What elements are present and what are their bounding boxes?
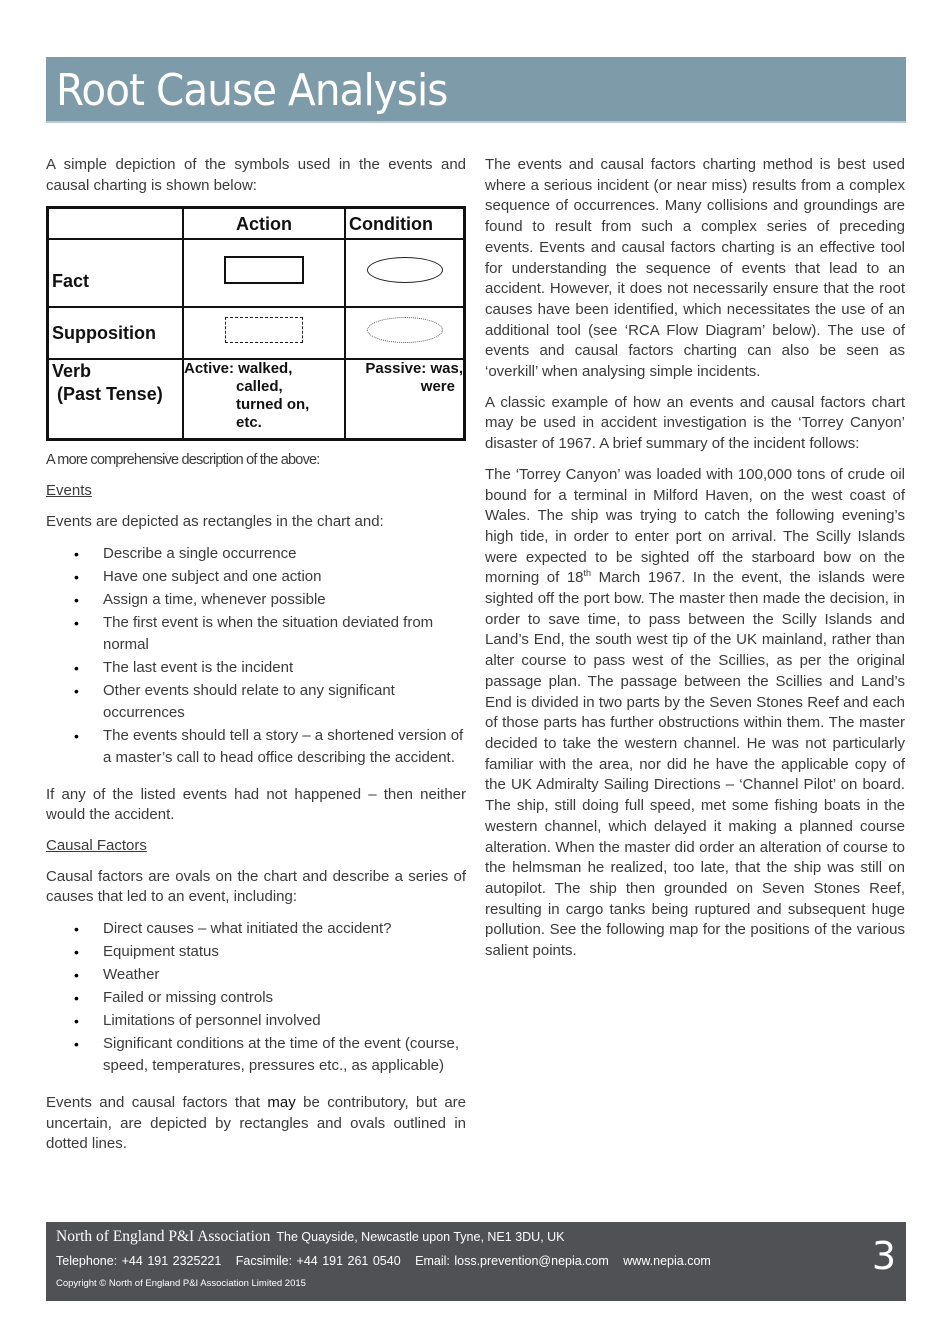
classic-example-paragraph: A classic example of how an events and causal factors chart may be used in accident investigation is the ‘Torrey Canyon’ disaster of 1967. A brief summary of the incident follows: <box>485 393 905 453</box>
contact-line <box>56 1254 721 1268</box>
solid-rectangle-icon <box>224 256 304 284</box>
more-description: A more comprehensive description of the above: <box>46 452 320 469</box>
header-condition: Condition <box>345 208 465 240</box>
page-number: 3 <box>871 1234 896 1278</box>
causal-list <box>46 918 466 1077</box>
list-item: • Describe a single occurrence <box>46 543 466 565</box>
passive-verbs: Passive: was, were <box>345 359 465 440</box>
events-heading: Events <box>46 482 92 500</box>
list-item: • Failed or missing controls <box>46 987 466 1009</box>
left-column <box>46 155 466 1165</box>
label-verb: Verb (Past Tense) <box>48 359 184 440</box>
intro-paragraph: A simple depiction of the symbols used in the events and causal charting is shown below: <box>46 156 466 194</box>
list-item: • Equipment status <box>46 941 466 963</box>
torrey-canyon-paragraph: The ‘Torrey Canyon’ was loaded with 100,000 tons of crude oil bound for a terminal in Milford Haven, on the west coast of Wales. The ship was trying to catch the following evening’s high tide, in order to enter port on arrival. The Scilly Islands were expected to be sighted off the starboard bow on the morning of 18th March 1967. In the event, the islands were sighted off the port bow. The master then made the decision, in order to save time, to pass between the Scilly Islands and Land’s End, the south west tip of the UK mainland, rather than alter course to pass west of the Scillies, as per the original passage plan. The passage between the Scillies and Land’s End is divided in two parts by the Seven Stones Reef and each of those parts has further obstructions within them. The master decided to take the western channel. He was not particularly familiar with the area, nor did he have the applicable copy of the UK Admiralty Sailing Directions – ‘Channel Pilot’ on board. The ship, still doing full speed, met some fishing boats in the western channel, which delayed it making a planned course alteration. When the master did order an alteration of course to the helmsman he realized, too late, that the ship was still on autopilot. The ship then grounded on Seven Stones Reef, resulting in cargo tanks being ruptured and subsequent huge pollution. See the following map for the positions of the various salient points. <box>485 465 905 960</box>
list-item: • The first event is when the situation deviated from normal <box>46 612 466 656</box>
website-link[interactable]: www.nepia.com <box>623 1254 711 1268</box>
list-item: • The last event is the incident <box>46 657 466 679</box>
dotted-oval-icon <box>367 317 443 343</box>
right-column <box>485 155 905 972</box>
label-fact: Fact <box>48 239 184 307</box>
emphasis-may: may <box>267 1094 296 1112</box>
events-list <box>46 543 466 769</box>
closing-paragraph: Events and causal factors that may be contributory, but are uncertain, are depicted by rectangles and ovals outlined in dotted lines. <box>46 1094 466 1153</box>
row-fact <box>48 239 465 307</box>
label-supposition: Supposition <box>48 307 184 359</box>
facsimile: Facsimile: +44 191 261 0540 <box>235 1254 401 1268</box>
list-item: • Other events should relate to any significant occurrences <box>46 680 466 724</box>
list-item: • Assign a time, whenever possible <box>46 589 466 611</box>
row-supposition <box>48 307 465 359</box>
page-title: Root Cause Analysis <box>56 65 448 116</box>
causal-heading: Causal Factors <box>46 836 147 854</box>
row-verb <box>48 359 465 440</box>
header-action: Action <box>183 208 345 240</box>
charting-method-paragraph: The events and causal factors charting method is best used where a serious incident (or near miss) results from a complex sequence of occurrences. Many collisions and groundings are found to result from such a complex series of preceding events. Events and causal factors charting is an effective tool for understanding the sequence of events that lead to an accident. However, it does not necessarily ensure that the root causes have been identified, which necessitates the use of an additional tool (see ‘RCA Flow Diagram’ below). The use of events and causal factors charting can also be seen as ‘overkill’ when analysing simple incidents. <box>485 156 905 381</box>
active-verbs: Active: walked, called, turned on, etc. <box>183 359 345 440</box>
events-intro: Events are depicted as rectangles in the chart and: <box>46 512 384 530</box>
list-item: • Limitations of personnel involved <box>46 1010 466 1032</box>
org-name: North of England P&I Association <box>56 1228 271 1245</box>
events-outro: If any of the listed events had not happened – then neither would the accident. <box>46 785 466 824</box>
list-item: • Significant conditions at the time of the event (course, speed, temperatures, pressures etc., as applicable) <box>46 1033 466 1077</box>
copyright: Copyright © North of England P&I Association Limited 2015 <box>56 1278 306 1289</box>
list-item: • The events should tell a story – a shortened version of a master’s call to head office describing the accident. <box>46 725 466 769</box>
solid-oval-icon <box>367 257 443 283</box>
title-banner <box>46 57 906 123</box>
causal-intro: Causal factors are ovals on the chart and describe a series of causes that led to an event, including: <box>46 867 466 906</box>
list-item: • Have one subject and one action <box>46 566 466 588</box>
header-empty <box>48 208 184 240</box>
list-item: • Direct causes – what initiated the accident? <box>46 918 466 940</box>
telephone: Telephone: +44 191 2325221 <box>56 1254 222 1268</box>
symbol-table <box>46 206 466 441</box>
page-footer <box>46 1222 906 1301</box>
org-address: The Quayside, Newcastle upon Tyne, NE1 3DU, UK <box>276 1230 565 1244</box>
dashed-rectangle-icon <box>225 317 303 343</box>
list-item: • Weather <box>46 964 466 986</box>
symbol-table-header <box>48 208 465 240</box>
email-link[interactable]: Email: loss.prevention@nepia.com <box>415 1254 609 1268</box>
